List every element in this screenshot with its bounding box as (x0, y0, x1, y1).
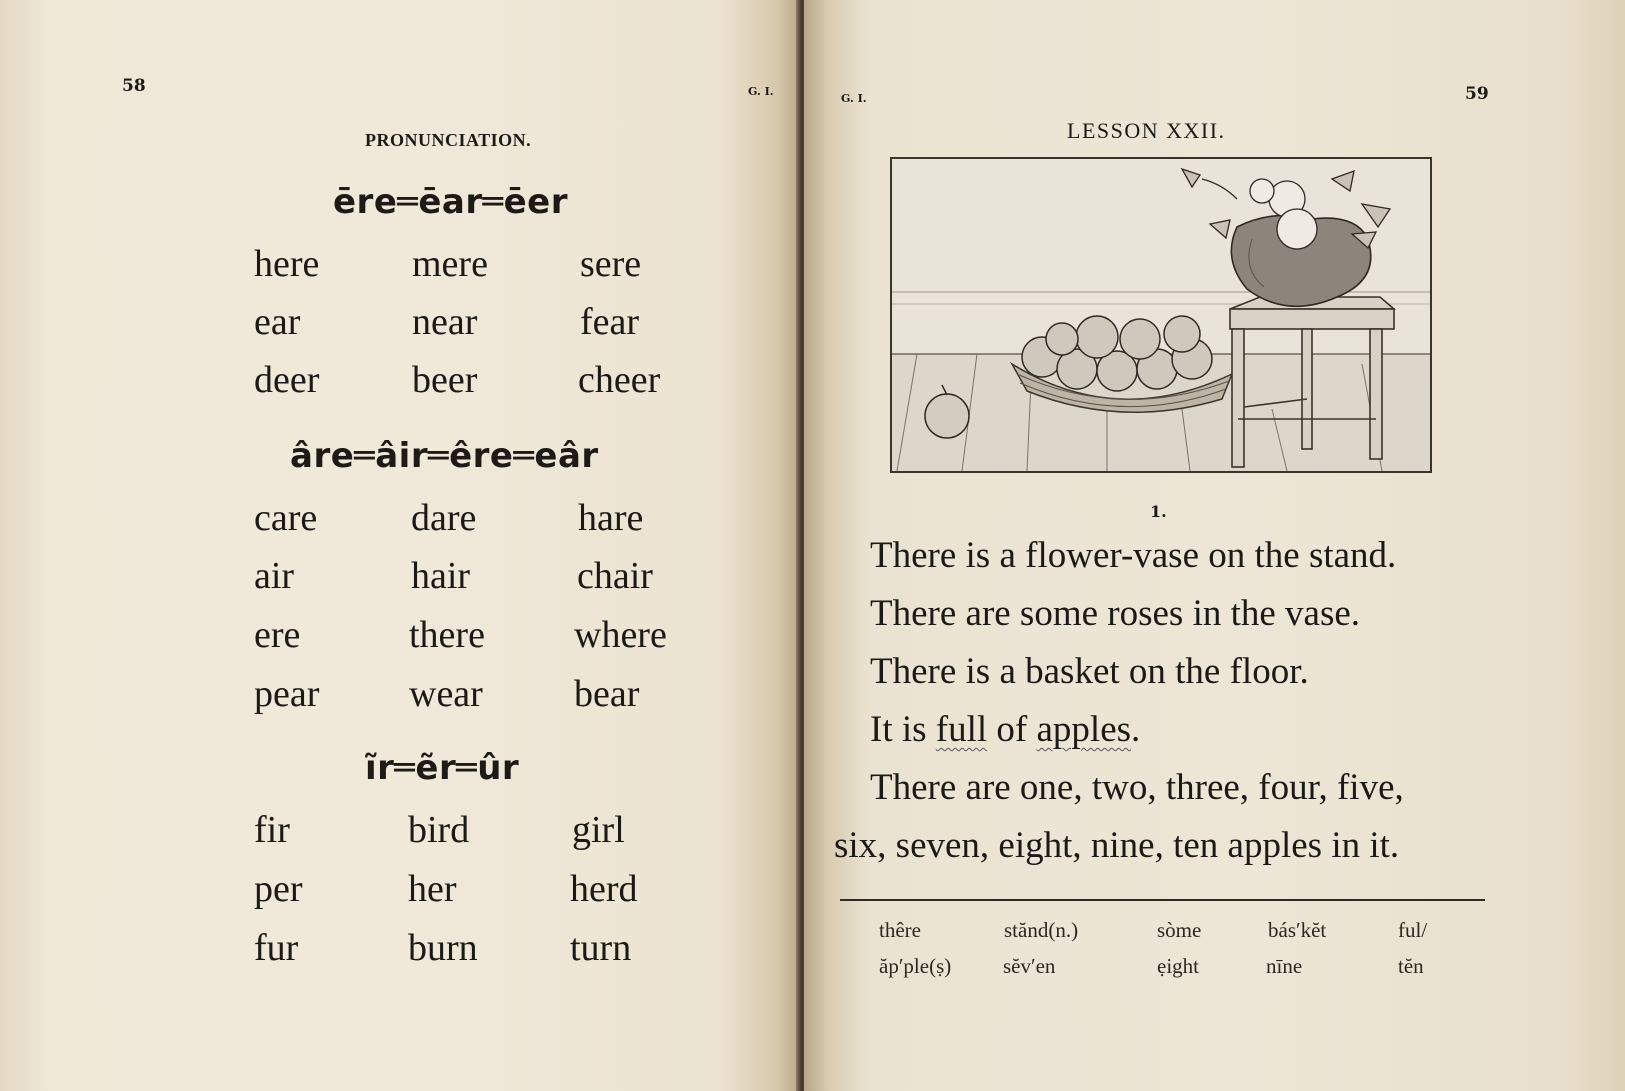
text-span: It is (870, 709, 936, 750)
word: hair (411, 555, 471, 597)
vocab-word: sòme (1157, 918, 1202, 942)
signature-right: G. I. (841, 92, 867, 105)
word: beer (412, 359, 478, 401)
page-number-right: 59 (1465, 84, 1489, 104)
word: air (254, 555, 295, 597)
word: chair (577, 555, 653, 597)
word: where (574, 614, 667, 656)
divider-rule (840, 899, 1485, 901)
word: care (254, 497, 318, 539)
lesson-line-1: There is a flower-vase on the stand. (870, 535, 1397, 576)
word: fir (254, 809, 290, 851)
lesson-line-5: There are one, two, three, four, five, (870, 767, 1404, 808)
word: there (409, 614, 485, 656)
vocab-word: ful/ (1398, 918, 1428, 942)
word: deer (254, 359, 320, 401)
lesson-title: LESSON XXII. (1067, 118, 1226, 143)
vocab-word: nīne (1266, 954, 1303, 978)
sound-key-3: ĩr═ẽr═ûr (365, 748, 520, 788)
signature-left: G. I. (748, 85, 774, 98)
emphasized-word: full (935, 709, 988, 750)
word: dare (411, 497, 477, 539)
word: fear (580, 301, 640, 343)
word: near (412, 301, 478, 343)
word: her (408, 868, 457, 910)
vocab-word: bás′kĕt (1268, 918, 1327, 942)
word: fur (254, 927, 299, 969)
word: turn (570, 927, 632, 969)
word: girl (572, 809, 625, 851)
lesson-line-4 (870, 708, 1140, 751)
word: bear (574, 673, 640, 715)
word: pear (254, 673, 320, 715)
vocab-word: ăp′ple(ṣ) (879, 954, 952, 978)
vocab-word: thêre (879, 918, 921, 942)
page-number-left: 58 (122, 76, 146, 96)
word: bird (408, 809, 470, 851)
word: herd (570, 868, 638, 910)
word: sere (580, 243, 642, 285)
lesson-illustration (890, 157, 1432, 473)
text-span: of (987, 709, 1037, 750)
paragraph-number: 1. (1150, 502, 1167, 521)
lesson-line-3: There is a basket on the floor. (870, 651, 1309, 692)
sound-key-1: ēre═ēar═ēer (333, 182, 568, 222)
emphasized-word: apples (1036, 709, 1132, 750)
word: per (254, 868, 303, 910)
word: ear (254, 301, 301, 343)
text-span: . (1131, 709, 1141, 750)
vocab-word: sĕv′en (1003, 954, 1056, 978)
left-page (0, 0, 800, 1091)
word: cheer (578, 359, 661, 401)
word: burn (408, 927, 478, 969)
vocab-word: tĕn (1398, 954, 1424, 978)
word: ere (254, 614, 301, 656)
word: wear (409, 673, 483, 715)
word: hare (578, 497, 644, 539)
lesson-line-2: There are some roses in the vase. (870, 593, 1361, 634)
word: mere (412, 243, 488, 285)
page-title-left: PRONUNCIATION. (365, 130, 532, 150)
lesson-line-6: six, seven, eight, nine, ten apples in it. (834, 825, 1400, 866)
vocab-word: stănd(n.) (1004, 918, 1079, 942)
word: here (254, 243, 320, 285)
sound-key-2: âre═âir═êre═eâr (290, 436, 599, 476)
vocab-word: ẹight (1157, 954, 1199, 978)
